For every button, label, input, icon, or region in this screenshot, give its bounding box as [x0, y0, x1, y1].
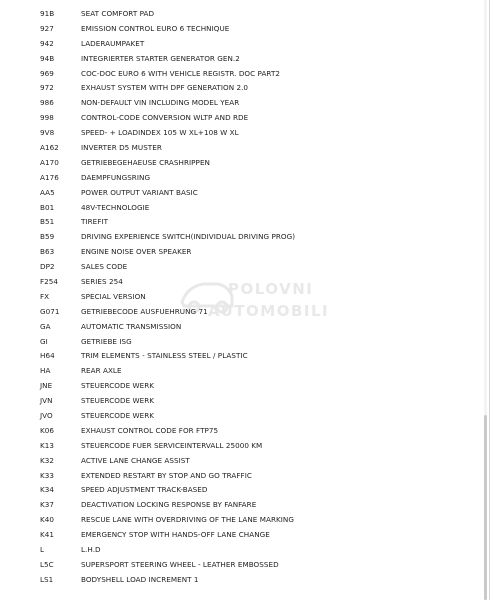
- option-description: BODYSHELL LOAD INCREMENT 1: [81, 574, 199, 584]
- option-description: COC-DOC EURO 6 WITH VEHICLE REGISTR. DOC PART2: [81, 68, 281, 78]
- option-row: [0, 229, 480, 244]
- option-row: [0, 51, 480, 66]
- option-row: [0, 170, 480, 185]
- option-row: [0, 527, 480, 542]
- option-code: F254: [40, 276, 59, 286]
- option-row: [0, 542, 480, 557]
- option-row: [0, 512, 480, 527]
- option-code: K33: [40, 470, 55, 480]
- option-code: GA: [40, 321, 51, 331]
- option-code: JVO: [40, 410, 53, 420]
- option-description: EMISSION CONTROL EURO 6 TECHNIQUE: [81, 23, 230, 33]
- option-description: RESCUE LANE WITH OVERDRIVING OF THE LANE MARKING: [81, 515, 294, 525]
- option-description: STEUERCODE WERK: [81, 396, 155, 406]
- option-description: STEUERCODE WERK: [81, 381, 155, 391]
- option-row: [0, 348, 480, 363]
- option-code: G071: [40, 306, 60, 316]
- option-code: 9V8: [40, 128, 55, 138]
- option-row: [0, 200, 480, 215]
- option-row: [0, 497, 480, 512]
- option-description: EXTENDED RESTART BY STOP AND GO TRAFFIC: [81, 470, 252, 480]
- option-row: [0, 468, 480, 483]
- option-code: K41: [40, 530, 55, 540]
- option-description: INVERTER D5 MUSTER: [81, 142, 162, 152]
- option-description: EXHAUST SYSTEM WITH DPF GENERATION 2.0: [81, 83, 249, 93]
- option-code: 998: [40, 113, 54, 123]
- option-code: 927: [40, 23, 54, 33]
- option-description: SERIES 254: [81, 276, 123, 286]
- option-code: K06: [40, 425, 55, 435]
- option-row: [0, 185, 480, 200]
- option-row: [0, 66, 480, 81]
- option-row: [0, 21, 480, 36]
- option-row: [0, 319, 480, 334]
- option-code: K37: [40, 500, 55, 510]
- option-description: TIREFIT: [81, 217, 109, 227]
- option-description: GETRIEBE ISG: [81, 336, 132, 346]
- option-description: STEUERCODE FUER SERVICEINTERVALL 25000 KM: [81, 440, 263, 450]
- option-code: 969: [40, 68, 54, 78]
- option-description: 48V-TECHNOLOGIE: [81, 202, 150, 212]
- option-code: JNE: [40, 381, 53, 391]
- option-code: DP2: [40, 262, 55, 272]
- option-description: POWER OUTPUT VARIANT BASIC: [81, 187, 198, 197]
- option-code: A170: [40, 157, 59, 167]
- option-row: [0, 259, 480, 274]
- option-description: TRIM ELEMENTS - STAINLESS STEEL / PLASTIC: [81, 351, 248, 361]
- option-code: GI: [40, 336, 48, 346]
- option-row: [0, 557, 480, 572]
- option-description: DAEMPFUNGSRING: [81, 172, 151, 182]
- option-row: [0, 483, 480, 498]
- option-code: JVN: [40, 396, 53, 406]
- option-row: [0, 95, 480, 110]
- option-description: DRIVING EXPERIENCE SWITCH(INDIVIDUAL DRIVING PROG): [81, 232, 296, 242]
- option-row: [0, 214, 480, 229]
- option-code: 94B: [40, 53, 55, 63]
- option-description: SPEED- + LOADINDEX 105 W XL+108 W XL: [81, 128, 239, 138]
- option-description: EXHAUST CONTROL CODE FOR FTP75: [81, 425, 219, 435]
- option-description: AUTOMATIC TRANSMISSION: [81, 321, 182, 331]
- option-row: [0, 453, 480, 468]
- option-code: 972: [40, 83, 54, 93]
- option-description: GETRIEBEGEHAEUSE CRASHRIPPEN: [81, 157, 210, 167]
- option-code: K13: [40, 440, 55, 450]
- option-row: [0, 80, 480, 95]
- option-description: SALES CODE: [81, 262, 128, 272]
- option-row: [0, 6, 480, 21]
- option-code: 986: [40, 98, 54, 108]
- option-description: LADERAUMPAKET: [81, 38, 145, 48]
- option-code: B51: [40, 217, 55, 227]
- option-description: ACTIVE LANE CHANGE ASSIST: [81, 455, 190, 465]
- option-row: [0, 438, 480, 453]
- option-row: [0, 244, 480, 259]
- option-description: SPEED ADJUSTMENT TRACK-BASED: [81, 485, 208, 495]
- option-description: SEAT COMFORT PAD: [81, 8, 155, 18]
- option-code: H64: [40, 351, 55, 361]
- option-row: [0, 363, 480, 378]
- option-code: 91B: [40, 8, 55, 18]
- option-description: GETRIEBECODE AUSFUEHRUNG 71: [81, 306, 208, 316]
- watermark-line-1: POLOVNI: [228, 280, 314, 298]
- option-description: CONTROL-CODE CONVERSION WLTP AND RDE: [81, 113, 249, 123]
- option-row: [0, 378, 480, 393]
- option-code: K40: [40, 515, 55, 525]
- option-code-list: [0, 6, 480, 587]
- option-row: [0, 36, 480, 51]
- option-code: B63: [40, 247, 55, 257]
- option-description: INTEGRIERTER STARTER GENERATOR GEN.2: [81, 53, 240, 63]
- option-description: DEACTIVATION LOCKING RESPONSE BY FANFARE: [81, 500, 257, 510]
- option-row: [0, 572, 480, 587]
- option-row: [0, 408, 480, 423]
- watermark-line-2: AUTOMOBILI: [208, 302, 330, 320]
- option-description: L.H.D: [81, 545, 101, 554]
- option-code: B59: [40, 232, 55, 242]
- option-code: FX: [40, 291, 50, 301]
- option-description: STEUERCODE WERK: [81, 410, 155, 420]
- option-description: NON-DEFAULT VIN INCLUDING MODEL YEAR: [81, 98, 240, 108]
- option-row: [0, 334, 480, 349]
- option-row: [0, 393, 480, 408]
- option-code: K34: [40, 485, 55, 495]
- option-code: 942: [40, 38, 54, 48]
- option-code: LS1: [40, 574, 54, 584]
- option-code: L5C: [40, 559, 54, 569]
- option-description: SPECIAL VERSION: [81, 291, 146, 301]
- option-row: [0, 125, 480, 140]
- option-row: [0, 304, 480, 319]
- option-row: [0, 155, 480, 170]
- option-row: [0, 140, 480, 155]
- option-row: [0, 423, 480, 438]
- option-row: [0, 274, 480, 289]
- option-row: [0, 289, 480, 304]
- option-code: K32: [40, 455, 55, 465]
- option-code: A162: [40, 142, 59, 152]
- option-description: REAR AXLE: [81, 366, 122, 376]
- option-description: SUPERSPORT STEERING WHEEL - LEATHER EMBOSSED: [81, 559, 279, 569]
- option-description: ENGINE NOISE OVER SPEAKER: [81, 247, 192, 257]
- option-code: AA5: [40, 187, 55, 197]
- option-code: HA: [40, 366, 51, 376]
- option-code: L: [40, 545, 45, 554]
- scrollbar-thumb[interactable]: [484, 415, 487, 600]
- option-description: EMERGENCY STOP WITH HANDS-OFF LANE CHANGE: [81, 530, 270, 540]
- option-code: A176: [40, 172, 59, 182]
- option-row: [0, 110, 480, 125]
- option-code: B01: [40, 202, 55, 212]
